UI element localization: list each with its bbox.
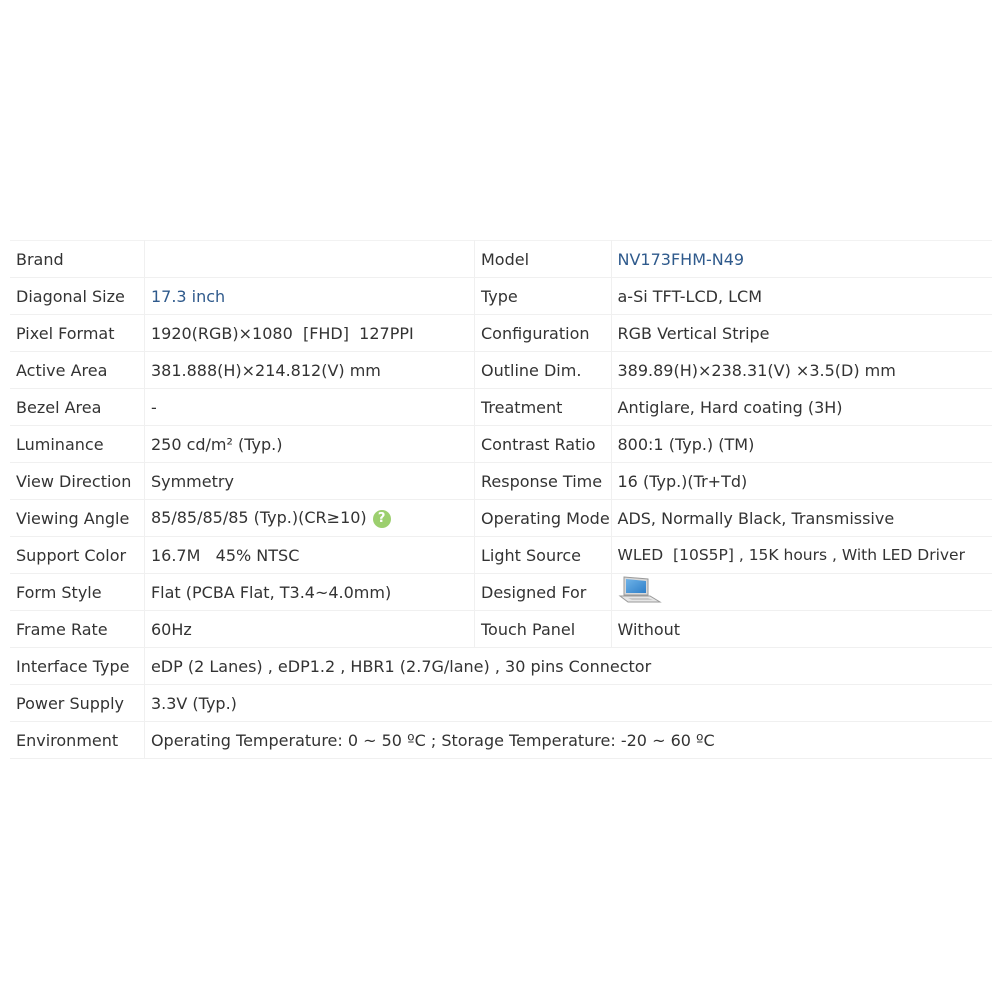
- spec-row-interface-type: [10, 648, 992, 685]
- spec-row-diagonal-size: [10, 278, 992, 315]
- spec-label: Response Time: [475, 463, 612, 500]
- spec-value-diagonal-size: [144, 278, 474, 315]
- spec-label: Light Source: [475, 537, 612, 574]
- spec-label: Configuration: [475, 315, 612, 352]
- spec-value-response-time: 16 (Typ.)(Tr+Td): [611, 463, 992, 500]
- spec-value-pixel-format: 1920(RGB)×1080 [FHD] 127PPI: [144, 315, 474, 352]
- spec-row-support-color: [10, 537, 992, 574]
- spec-value-designed-for: [611, 574, 992, 611]
- spec-label: Designed For: [475, 574, 612, 611]
- spec-row-bezel-area: [10, 389, 992, 426]
- spec-label: Active Area: [10, 352, 144, 389]
- spec-label: View Direction: [10, 463, 144, 500]
- spec-value-configuration: RGB Vertical Stripe: [611, 315, 992, 352]
- spec-label: Brand: [10, 241, 144, 278]
- spec-value-type: a-Si TFT-LCD, LCM: [611, 278, 992, 315]
- spec-row-active-area: [10, 352, 992, 389]
- laptop-icon: [618, 575, 662, 609]
- spec-label: Outline Dim.: [475, 352, 612, 389]
- viewing-angle-text: 85/85/85/85 (Typ.)(CR≥10): [150, 508, 367, 528]
- spec-row-frame-rate: [10, 611, 992, 648]
- spec-label: Treatment: [475, 389, 612, 426]
- spec-value-bezel-area: -: [144, 389, 474, 426]
- spec-value-interface-type: eDP (2 Lanes) , eDP1.2 , HBR1 (2.7G/lane) , 30 pins Connector: [144, 648, 992, 685]
- spec-label: Touch Panel: [475, 611, 612, 648]
- spec-row-view-direction: [10, 463, 992, 500]
- spec-label: Bezel Area: [10, 389, 144, 426]
- spec-label: Contrast Ratio: [475, 426, 612, 463]
- spec-value-environment: Operating Temperature: 0 ~ 50 ºC ; Storage Temperature: -20 ~ 60 ºC: [144, 722, 992, 759]
- help-icon[interactable]: ?: [373, 510, 391, 528]
- spec-label: Type: [475, 278, 612, 315]
- model-link[interactable]: NV173FHM-N49: [617, 249, 745, 269]
- spec-value-frame-rate: 60Hz: [144, 611, 474, 648]
- spec-value-support-color: 16.7M 45% NTSC: [144, 537, 474, 574]
- specification-table: [10, 240, 992, 759]
- spec-label: Form Style: [10, 574, 144, 611]
- spec-value-viewing-angle: [144, 500, 474, 537]
- diagonal-size-link[interactable]: 17.3 inch: [150, 286, 226, 306]
- spec-value-brand: [144, 241, 474, 278]
- spec-label: Model: [475, 241, 612, 278]
- spec-row-brand: [10, 241, 992, 278]
- spec-label: Frame Rate: [10, 611, 144, 648]
- spec-row-luminance: [10, 426, 992, 463]
- spec-label: Interface Type: [10, 648, 144, 685]
- spec-row-environment: [10, 722, 992, 759]
- spec-label: Operating Mode: [475, 500, 612, 537]
- spec-value-view-direction: Symmetry: [144, 463, 474, 500]
- spec-row-viewing-angle: [10, 500, 992, 537]
- spec-row-power-supply: [10, 685, 992, 722]
- spec-label: Support Color: [10, 537, 144, 574]
- spec-value-power-supply: 3.3V (Typ.): [144, 685, 992, 722]
- spec-value-form-style: Flat (PCBA Flat, T3.4~4.0mm): [144, 574, 474, 611]
- spec-value-active-area: 381.888(H)×214.812(V) mm: [144, 352, 474, 389]
- spec-value-model: [611, 241, 992, 278]
- spec-value-touch-panel: Without: [611, 611, 992, 648]
- spec-value-light-source: WLED [10S5P] , 15K hours , With LED Driver: [611, 537, 992, 574]
- spec-label: Pixel Format: [10, 315, 144, 352]
- spec-label: Diagonal Size: [10, 278, 144, 315]
- spec-value-outline-dim: 389.89(H)×238.31(V) ×3.5(D) mm: [611, 352, 992, 389]
- spec-row-pixel-format: [10, 315, 992, 352]
- spec-value-contrast-ratio: 800:1 (Typ.) (TM): [611, 426, 992, 463]
- spec-label: Luminance: [10, 426, 144, 463]
- spec-value-operating-mode: ADS, Normally Black, Transmissive: [611, 500, 992, 537]
- spec-label: Viewing Angle: [10, 500, 144, 537]
- spec-value-luminance: 250 cd/m² (Typ.): [144, 426, 474, 463]
- spec-row-form-style: [10, 574, 992, 611]
- spec-value-treatment: Antiglare, Hard coating (3H): [611, 389, 992, 426]
- spec-label: Power Supply: [10, 685, 144, 722]
- spec-label: Environment: [10, 722, 144, 759]
